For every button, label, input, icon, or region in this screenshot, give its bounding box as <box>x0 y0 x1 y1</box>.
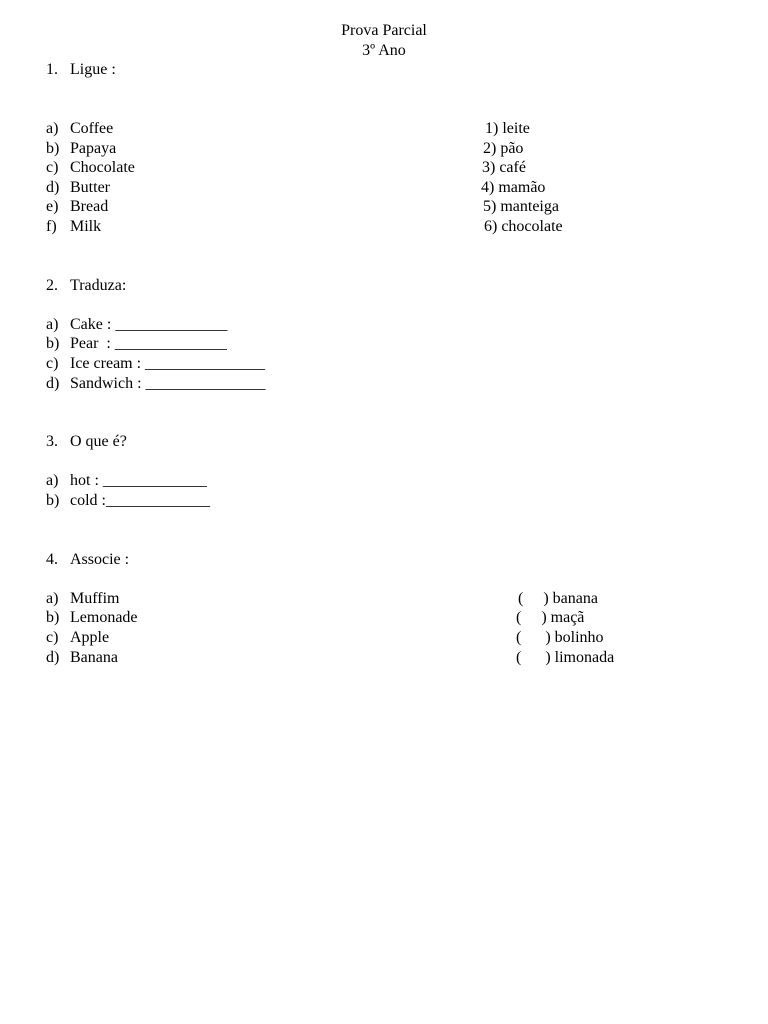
question-1-title: Ligue : <box>70 61 116 78</box>
q1-item-letter: d) <box>46 179 60 196</box>
q4-answer: ( ) bolinho <box>516 629 604 646</box>
question-1-number: 1. <box>46 61 58 78</box>
q1-answer: 3) café <box>482 159 526 176</box>
q1-answer: 5) manteiga <box>483 198 559 215</box>
q2-item-letter: a) <box>46 316 59 333</box>
page-subtitle: 3º Ano <box>362 42 406 59</box>
q1-item-letter: a) <box>46 120 59 137</box>
q4-answer: ( ) banana <box>518 590 598 607</box>
q4-item-text: Muffim <box>70 590 120 607</box>
q1-item-text: Papaya <box>70 140 117 157</box>
q1-item-text: Milk <box>70 218 102 235</box>
q1-item-text: Coffee <box>70 120 114 137</box>
q1-answer: 2) pão <box>483 140 524 157</box>
q4-item-text: Lemonade <box>70 609 138 626</box>
q1-item-letter: b) <box>46 140 60 157</box>
q3-item-text: hot : _____________ <box>70 472 207 489</box>
q3-item-text: cold :_____________ <box>70 492 210 509</box>
q3-item-letter: a) <box>46 472 59 489</box>
question-3-number: 3. <box>46 433 58 450</box>
q1-answer: 6) chocolate <box>484 218 563 235</box>
question-4-number: 4. <box>46 551 58 568</box>
q4-item-letter: a) <box>46 590 59 607</box>
q1-item-letter: f) <box>46 218 57 235</box>
q1-item-letter: e) <box>46 198 59 215</box>
q1-item-text: Bread <box>70 198 109 215</box>
q2-item-letter: d) <box>46 375 60 392</box>
q1-item-letter: c) <box>46 159 59 176</box>
q1-answer: 4) mamão <box>481 179 546 196</box>
question-2-number: 2. <box>46 277 58 294</box>
q4-item-text: Apple <box>70 629 110 646</box>
q1-item-text: Butter <box>70 179 110 196</box>
q2-item-text: Ice cream : _______________ <box>70 355 266 372</box>
q2-item-text: Sandwich : _______________ <box>70 375 266 392</box>
q3-item-letter: b) <box>46 492 60 509</box>
q1-answer: 1) leite <box>485 120 530 137</box>
q4-item-letter: d) <box>46 649 60 666</box>
q2-item-letter: b) <box>46 335 60 352</box>
page-title: Prova Parcial <box>341 22 427 39</box>
q4-item-letter: c) <box>46 629 59 646</box>
question-3-title: O que é? <box>70 433 127 450</box>
question-2-title: Traduza: <box>70 277 127 294</box>
q4-answer: ( ) maçã <box>516 609 585 626</box>
q4-answer: ( ) limonada <box>516 649 615 666</box>
q1-item-text: Chocolate <box>70 159 135 176</box>
q2-item-text: Pear : ______________ <box>70 335 227 352</box>
q2-item-text: Cake : ______________ <box>70 316 228 333</box>
q4-item-text: Banana <box>70 649 118 666</box>
question-4-title: Associe : <box>70 551 130 568</box>
q2-item-letter: c) <box>46 355 59 372</box>
q4-item-letter: b) <box>46 609 60 626</box>
